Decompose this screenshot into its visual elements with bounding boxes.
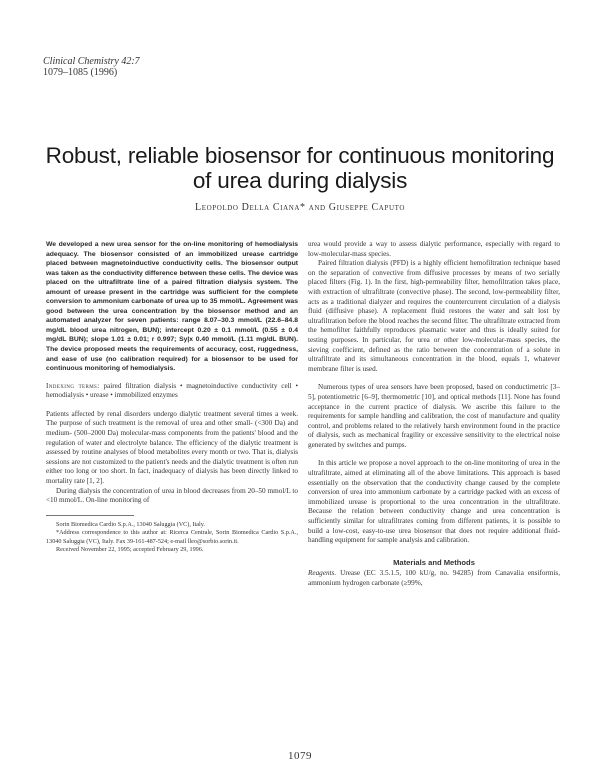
reagents-label: Reagents. [308, 569, 337, 578]
reagents-text: Urease (EC 3.5.1.5, 100 kU/g, no. 94285) from Canavalia ensiformis, ammonium hydrogen carbonate (≥99%, [308, 569, 560, 587]
article-authors: Leopoldo Della Ciana* and Giuseppe Caputo [194, 202, 406, 213]
abstract: We developed a new urea sensor for the on-line monitoring of hemodialysis adequacy. The biosensor consisted of an immobilized urease cartridge placed between magnetoinductive conductivity cells. The biosensor output was taken as the conductivity difference between these cells. The device was placed on the ultrafiltrate line of a paired filtration dialysis system. The amount of urease present in the cartridge was sufficient for the complete conversion to ammonium carbonate of urea up to 35 mmol/L. Agreement was good between the urea concentration by the biosensor method and an automated analyzer for seven patients: range 8.07–30.3 mmol/L (22.6–84.8 mg/dL blood urea nitrogen, BUN); intercept 0.20 ± 0.1 mmol/L (0.55 ± 0.4 mg/dL BUN); slope 1.01 ± 0.01; r 0.997; Sy|x 0.40 mmol/L (1.11 mg/dL BUN). The device proposed meets the requirements of accuracy, cost, ruggedness, and ease of use (no calibration required) for a biosensor to be used for continuous monitoring of hemodialysis. [46, 241, 298, 373]
footnote-received: Received November 22, 1995; accepted February 29, 1996. [56, 546, 204, 553]
right-paragraph-1: urea would provide a way to assess dialytic performance, especially with regard to low-molecular-mass species. [308, 240, 560, 258]
left-paragraph-2: During dialysis the concentration of urea in blood decreases from 20–50 mmol/L to <10 mmol/L. On-line monitoring of [46, 486, 298, 505]
left-paragraph-1: Patients affected by renal disorders undergo dialytic treatment several times a week. The purpose of such treatment is the removal of urea and other small- (<300 Da) and medium- (500–2000 Da) molecular-mass components from the patients' blood and the regulation of water and electrolyte balance. The efficiency of the dialytic treatment is assessed by routine analyses of blood metabolites every month or two. That is, dialysis sessions are not customized to the patient's needs and the dialytic treatment is often run either too long or too short. In fact, inadequacy of dialysis has been directly linked to mortality rate [1, 2]. [46, 409, 298, 485]
page-number: 1079 [288, 750, 312, 762]
indexing-terms [46, 382, 298, 401]
footnote-rule [46, 515, 134, 516]
right-paragraph-4: In this article we propose a novel approach to the on-line monitoring of urea in the ultrafiltrate, aimed at eliminating all of the above limitations. This approach is based essentially on the observation that the conductivity change caused by the complete conversion of urea into ammonium carbonate by a cartridge packed with an excess of immobilized urease is proportional to the urea concentration in the ultrafiltrate. Because the relation between conductivity change and urea concentration is sufficiently similar for ultrafiltrates coming from different patients, it is possible to build a low-cost, easy-to-use urea biosensor that does not require additional fluid-handling equipment for sample analysis and calibration. [308, 459, 560, 545]
journal-citation [43, 56, 140, 78]
journal-name: Clinical Chemistry 42:7 [43, 56, 140, 67]
section-heading: Materials and Methods [393, 557, 475, 567]
footnote-affiliation: Sorin Biomedica Cardio S.p.A., 13040 Saluggia (VC), Italy. [56, 520, 205, 528]
footnote-correspondence: *Address correspondence to this author at: Ricerca Centrale, Sorin Biomedica Cardio S.p.A., 13040 Saluggia (VC), Italy. Fax 39-161-487-524; e-mail lleo@sorbio.sorin.it. [46, 529, 298, 545]
indexing-terms-label: Indexing terms: [46, 381, 100, 390]
journal-pages-year: 1079–1085 (1996) [43, 67, 118, 78]
footnotes [46, 521, 298, 555]
indexing-terms-text: paired filtration dialysis • magnetoinductive conductivity cell • hemodialysis • urease • immobilized enzymes [46, 381, 298, 400]
reagents-paragraph [308, 569, 560, 588]
right-paragraph-3: Numerous types of urea sensors have been proposed, based on conductimetric [3–5], potentiometric [6–9], thermometric [10], and optical methods [11]. None has found acceptance in the current practice of dialysis. We ascribe this failure to the requirements for sample handling and calibration, the cost of manufacture and quality control, and problems related to the relatively harsh environment found in the practice of dialysis, such as mechanical fragility or excessive sensitivity to the electrical noise generated by switches and pumps. [308, 383, 560, 449]
left-column [46, 240, 298, 554]
right-column [308, 240, 560, 589]
article-title: Robust, reliable biosensor for continuous monitoring of urea during dialysis [45, 143, 555, 193]
right-paragraph-2: Paired filtration dialysis (PFD) is a highly efficient hemofiltration technique based on the separation of convective from diffusive processes by means of two serially placed filters (Fig. 1). In the first, high-permeability filter, hemofiltration takes place, with extraction of ultrafiltrate (convective phase). The second, low-permeability filter, acts as a traditional dialyzer and requires the countercurrent circulation of a dialysis fluid (diffusive phase). A replacement fluid restores the water and salt lost by ultrafiltration before the blood reaches the second filter. The ultrafiltrate extracted from the hemofilter faithfully reproduces plasmatic water and thus is ideally suited for testing purposes. In particular, for urea or other low-molecular-mass species, the sieving coefficient, defined as the ratio between the concentration of a solute in ultrafiltrate and its simultaneous concentration in the blood, equals 1, whatever membrane filter is used. [308, 259, 560, 373]
